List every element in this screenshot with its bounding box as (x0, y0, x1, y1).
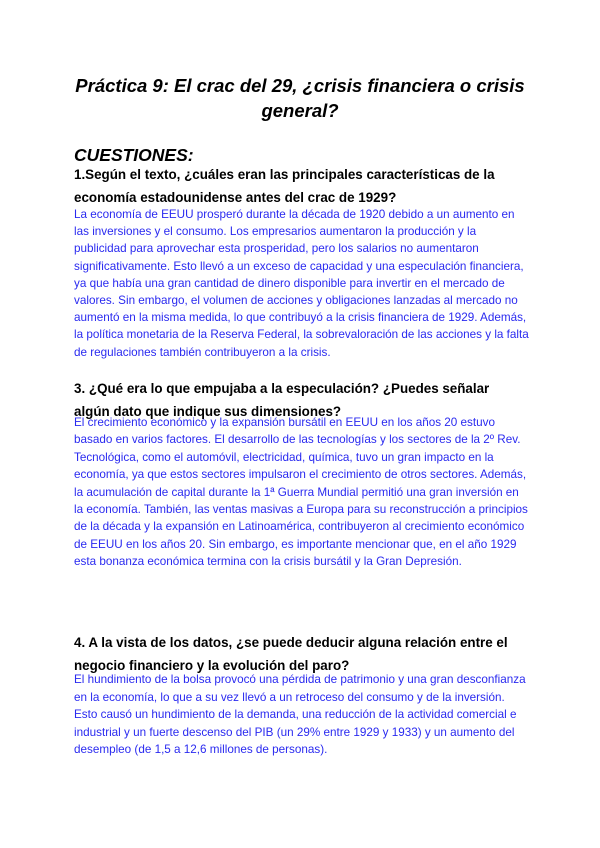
question-1: 1.Según el texto, ¿cuáles eran las principales características de la economía estadounidense antes del crac de 1929? (74, 167, 495, 205)
document-title: Práctica 9: El crac del 29, ¿crisis financiera o crisis general? (75, 75, 525, 121)
question-3: 3. ¿Qué era lo que empujaba a la especulación? ¿Puedes señalar algún dato que indique sus dimensiones? (74, 381, 490, 419)
answer-4: El hundimiento de la bolsa provocó una pérdida de patrimonio y una gran desconfianza en la economía, lo que a su vez llevó a un retroceso del consumo y de la inversión. Esto causó un hundimiento de la demanda, una reducción de la actividad comercial e industrial y un fuerte descenso del PIB (un 29% entre 1929 y 1933) y un aumento del desempleo (de 1,5 a 12,6 millones de personas). (74, 673, 526, 757)
answer-3: El crecimiento económico y la expansión bursátil en EEUU en los años 20 estuvo basado en varios factores. El desarrollo de las tecnologías y los sectores de la 2º Rev. Tecnológica, como el automóvil, electricidad, química, tuvo un gran impacto en la economía, ya que estos sectores impulsaron el crecimiento de otros sectores. Además, la acumulación de capital durante la 1ª Guerra Mundial permitió una gran inversión en la economía. También, las ventas masivas a Europa para su reconstrucción a principios de la década y la expansión en Latinoamérica, contribuyeron al crecimiento económico de EEUU en los años 20. Sin embargo, es importante mencionar que, en el año 1929 esta bonanza económica termina con la crisis bursátil y la Gran Depresión. (74, 416, 528, 569)
section-heading: CUESTIONES: (74, 145, 194, 165)
answer-1: La economía de EEUU prosperó durante la década de 1920 debido a un aumento en las inversiones y el consumo. Los empresarios aumentaron la producción y la publicidad para aprovechar esta prosperidad, pero los salarios no aumentaron significativamente. Esto llevó a un exceso de capacidad y una especulación financiera, ya que había una gran cantidad de dinero disponible para invertir en el mercado de valores. Sin embargo, el volumen de acciones y obligaciones lanzadas al mercado no aumentó en la misma medida, lo que contribuyó a la crisis financiera de 1929. Además, la política monetaria de la Reserva Federal, la sobrevaloración de las acciones y la falta de regulaciones también contribuyeron a la crisis. (74, 208, 529, 359)
question-4: 4. A la vista de los datos, ¿se puede deducir alguna relación entre el negocio financiero y la evolución del paro? (74, 635, 508, 673)
